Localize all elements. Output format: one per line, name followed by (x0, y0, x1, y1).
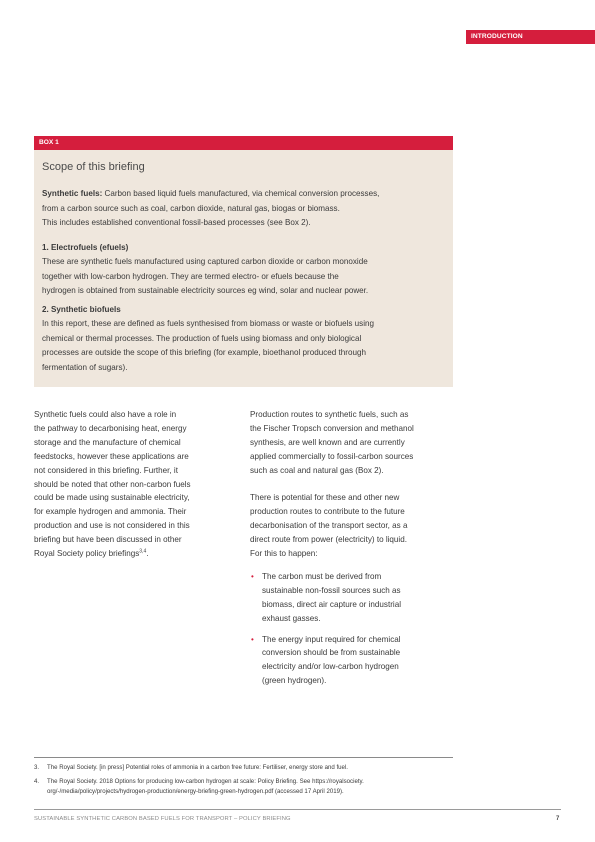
list-item-line: The carbon must be derived from (262, 571, 382, 581)
body-line: the pathway to decarbonising heat, energy (34, 423, 187, 433)
body-line: For this to happen: (250, 549, 318, 559)
footnote-reference: 3,4 (139, 548, 147, 555)
box-label: BOX 1 (34, 136, 453, 150)
synthetic-fuels-definition (42, 187, 447, 202)
list-item-line: conversion should be from sustainable (262, 648, 401, 658)
period: . (146, 549, 149, 559)
list-item-line: biomass, direct air capture or industrial (262, 599, 402, 609)
body-line: storage and the manufacture of chemical (34, 437, 181, 447)
body-line: such as coal and natural gas (Box 2). (250, 465, 384, 475)
body-line: for example hydrogen and ammonia. Their (34, 507, 187, 517)
body-line: Synthetic fuels could also have a role in (34, 410, 177, 419)
synthetic-fuels-text-line: This includes established conventional fossil-based processes (see Box 2). (42, 218, 311, 227)
synthetic-fuels-text: Carbon based liquid fuels manufactured, via chemical conversion processes, (102, 189, 380, 198)
right-column (250, 408, 460, 688)
body-line: There is potential for these and other new (250, 493, 400, 503)
synthetic-fuels-term: Synthetic fuels: (42, 189, 103, 198)
footnote-number: 4. (34, 778, 40, 785)
footnote-text: The Royal Society. [in press] Potential roles of ammonia in a carbon free future: Fertiliser, energy store and fuel. (47, 764, 348, 771)
left-column (34, 408, 239, 561)
body-line: applied commercially to fossil-carbon sources (250, 451, 414, 461)
body-line: not considered in this briefing. Further, it (34, 465, 178, 475)
body-line: direct route from power (electricity) to liquid. (250, 535, 407, 545)
biofuels-text-line: chemical or thermal processes. The production of fuels using biomass and only biological (42, 333, 362, 343)
section-tag: INTRODUCTION (466, 30, 595, 44)
body-line: the Fischer Tropsch conversion and methanol (250, 423, 414, 433)
biofuels-heading: 2. Synthetic biofuels (42, 304, 121, 314)
body-line: synthesis, are well known and are currently (250, 437, 405, 447)
box-title: Scope of this briefing (42, 161, 145, 173)
bullet-icon: • (251, 571, 254, 581)
list-item-line: (green hydrogen). (262, 676, 327, 686)
body-line: decarbonisation of the transport sector, as a (250, 521, 408, 531)
footer-divider (34, 809, 561, 810)
box-body (42, 187, 447, 375)
footnote-text: The Royal Society. 2018 Options for producing low-carbon hydrogen at scale: Policy Briefing. See https://royalsociety. (47, 778, 364, 785)
list-item (250, 633, 460, 689)
footnote (34, 763, 453, 773)
electrofuels-text-line: together with low-carbon hydrogen. They are termed electro- or efuels because the (42, 271, 339, 281)
synthetic-fuels-text-line: from a carbon source such as coal, carbon dioxide, natural gas, biogas or biomass. (42, 203, 340, 213)
footnotes (34, 763, 453, 801)
biofuels-text-line: fermentation of sugars). (42, 362, 128, 372)
footnote (34, 777, 453, 797)
body-line: should be noted that other non-carbon fuels (34, 479, 191, 489)
electrofuels-heading: 1. Electrofuels (efuels) (42, 242, 129, 252)
list-item-line: exhaust gasses. (262, 613, 321, 623)
bullet-icon: • (251, 634, 254, 644)
body-line-text: Royal Society policy briefings (34, 549, 140, 559)
body-line: could be made using sustainable electricity, (34, 493, 190, 503)
biofuels-text-line: In this report, these are defined as fuels synthesised from biomass or waste or biofuels using (42, 319, 375, 328)
list-item-line: electricity and/or low-carbon hydrogen (262, 662, 399, 672)
list-item (250, 570, 460, 626)
body-line: production routes to contribute to the future (250, 507, 405, 517)
list-item-line: sustainable non-fossil sources such as (262, 585, 401, 595)
list-item-line: The energy input required for chemical (262, 634, 401, 644)
body-line: production and use is not considered in this (34, 521, 190, 531)
body-line: Production routes to synthetic fuels, such as (250, 410, 409, 419)
electrofuels-text-line: These are synthetic fuels manufactured using captured carbon dioxide or carbon monoxide (42, 257, 368, 266)
scope-box (34, 136, 453, 387)
footnote-divider (34, 757, 453, 758)
electrofuels-text-line: hydrogen is obtained from sustainable electricity sources eg wind, solar and nuclear power. (42, 286, 369, 295)
requirements-list (250, 570, 460, 688)
page-number: 7 (556, 816, 560, 822)
footnote-number: 3. (34, 764, 40, 771)
body-line-last (34, 547, 239, 561)
body-line: briefing but have been discussed in other (34, 535, 182, 545)
footnote-text: org/-/media/policy/projects/hydrogen-production/energy-briefing-green-hydrogen.pdf (accessed 17 April 2019). (47, 788, 344, 795)
body-line: feedstocks, however these applications are (34, 451, 189, 461)
biofuels-text-line: processes are outside the scope of this briefing (for example, bioethanol produced through (42, 348, 366, 357)
footer-title: SUSTAINABLE SYNTHETIC CARBON BASED FUELS FOR TRANSPORT – POLICY BRIEFING (34, 816, 291, 822)
